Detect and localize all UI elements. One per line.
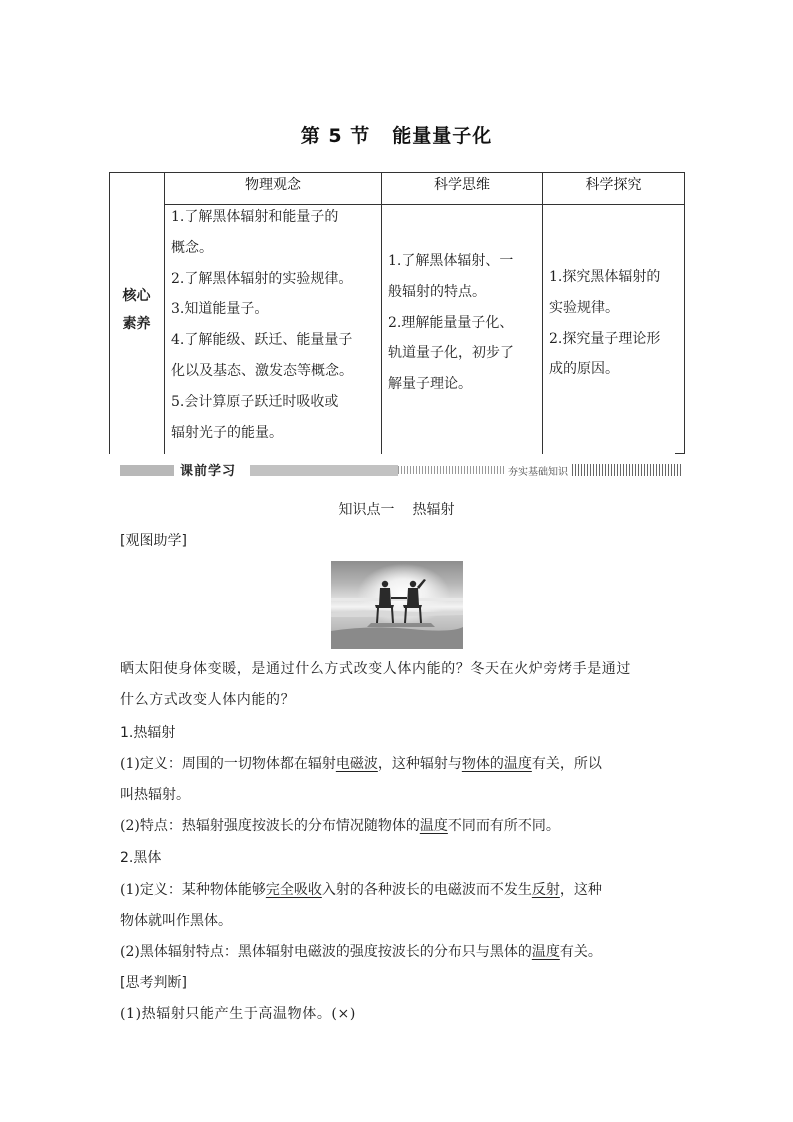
judgement-item-1: (1)热辐射只能产生于高温物体。(×) [120,1006,356,1022]
knowledge-point-heading: 知识点一 热辐射 [338,502,455,518]
thermal-radiation-definition-cont: 叫热辐射。 [120,787,190,803]
header-scientific-inquiry: 科学探究 [585,177,642,193]
core-literacy-table [109,172,685,454]
think-judge-heading: [思考判断] [120,975,187,991]
section-number: 第 5 节 [300,125,371,147]
photo-illustration [331,561,463,649]
banner-bar [120,465,174,476]
banner-bar [250,465,398,476]
banner-sublabel: 夯实基础知识 [508,467,568,478]
heading-blackbody: 2.黑体 [120,850,162,866]
section-name: 能量量子化 [392,125,493,147]
heading-thermal-radiation: 1.热辐射 [120,725,176,741]
observe-heading: [观图助学] [120,533,187,549]
page-title [0,121,793,148]
question-line-1: 晒太阳使身体变暖，是通过什么方式改变人体内能的？冬天在火炉旁烤手是通过 [120,661,631,677]
cell-scientific-inquiry: 1.探究黑体辐射的 实验规律。 2.探究量子理论形 成的原因。 [549,269,661,378]
header-physics-concept: 物理观念 [245,177,301,193]
blackbody-definition: (1)定义：某种物体能够完全吸收入射的各种波长的电磁波而不发生反射，这种 [120,882,602,898]
beach-sunset-photo [331,561,463,649]
blackbody-definition-cont: 物体就叫作黑体。 [120,913,232,929]
thermal-radiation-definition: (1)定义：周围的一切物体都在辐射电磁波，这种辐射与物体的温度有关，所以 [120,756,602,772]
core-literacy-label: 核心 素养 [122,288,151,332]
banner-ticks [572,464,682,476]
banner-label: 课前学习 [180,464,237,479]
cell-physics-concept: 1.了解黑体辐射和能量子的 概念。 2.了解黑体辐射的实验规律。 3.知道能量子。 4.了解能级、跃迁、能量量子 化以及基态、激发态等概念。 5.会计算原子跃迁时吸收或 辐射光子的能量。 [171,209,353,441]
blank-answer: 温度 [419,818,448,834]
section-banner [120,462,682,478]
cell-scientific-thinking: 1.了解黑体辐射、一 般辐射的特点。 2.理解能量量子化、 轨道量子化，初步了 解量子理论。 [388,253,514,393]
question-line-2: 什么方式改变人体内能的？ [120,692,296,708]
blank-answer: 完全吸收 [265,882,322,898]
blank-answer: 物体的温度 [461,756,532,772]
blank-answer: 温度 [531,944,560,960]
blackbody-feature: (2)黑体辐射特点：黑体辐射电磁波的强度按波长的分布只与黑体的温度有关。 [120,944,602,960]
blank-answer: 反射 [531,882,560,898]
thermal-radiation-feature: (2)特点：热辐射强度按波长的分布情况随物体的温度不同而有所不同。 [120,818,560,834]
banner-ticks [398,466,504,474]
blank-answer: 电磁波 [335,756,378,772]
header-scientific-thinking: 科学思维 [434,177,490,193]
